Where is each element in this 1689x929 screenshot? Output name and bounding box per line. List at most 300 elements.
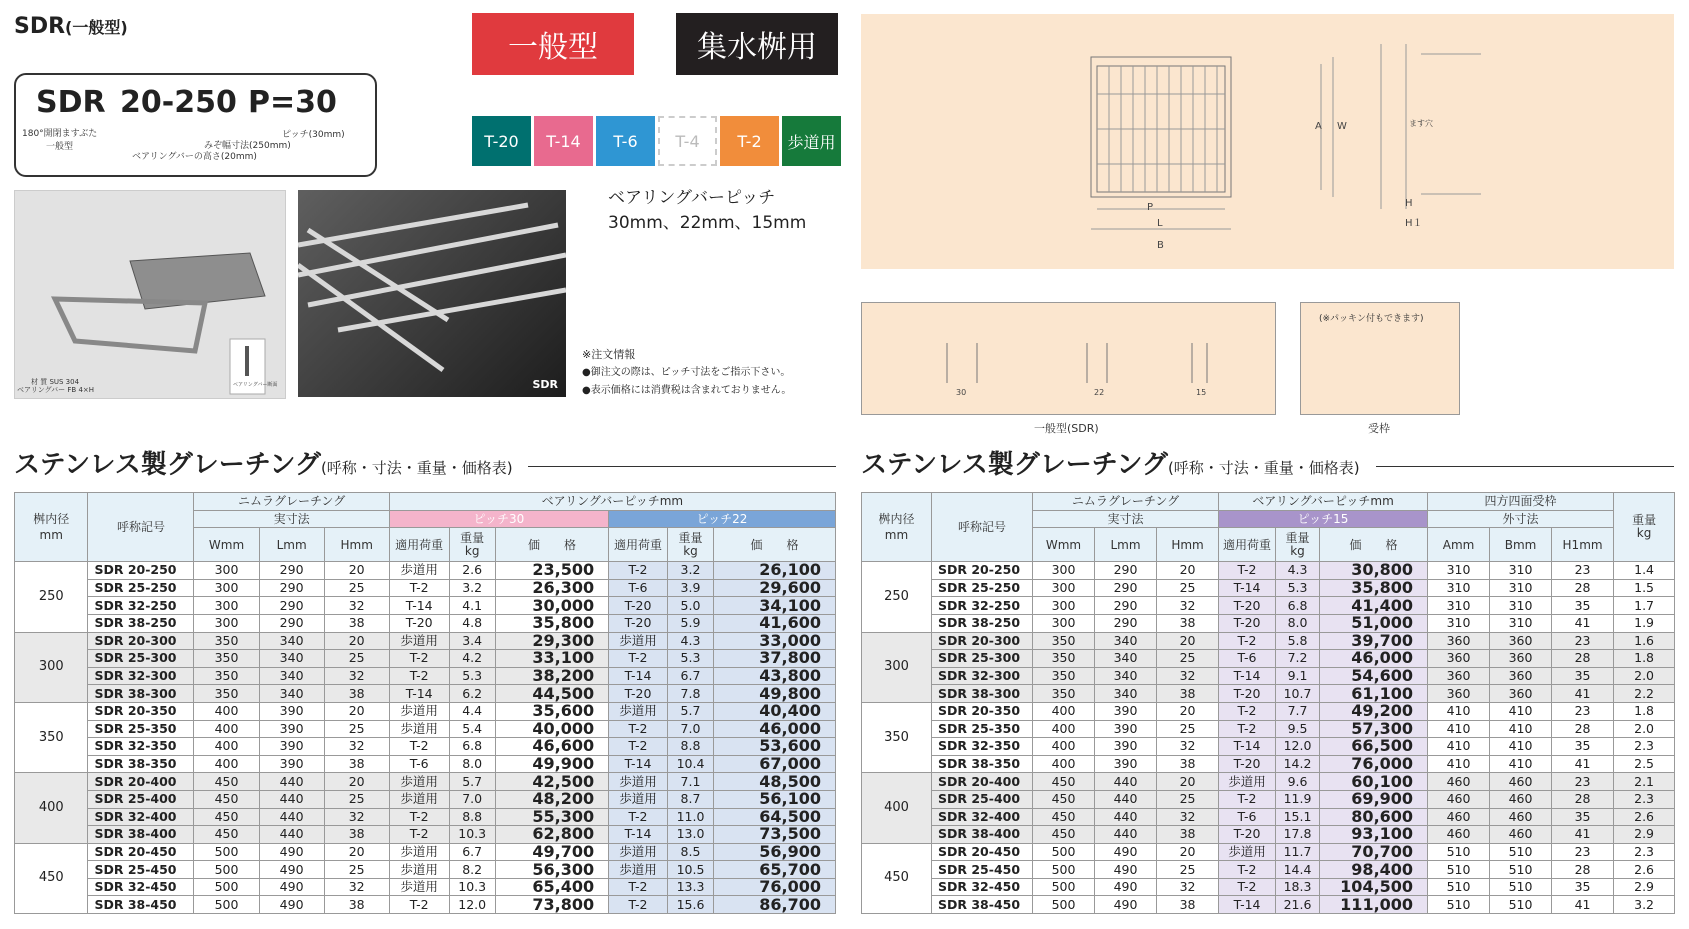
table-cell: 300 [1033, 597, 1095, 615]
table-cell: 20 [1157, 773, 1219, 791]
table-cell: T-2 [1219, 878, 1276, 896]
table-cell: 46,600 [495, 738, 608, 756]
svg-text:15: 15 [1196, 388, 1207, 397]
table-cell: 410 [1428, 702, 1490, 720]
table-cell: 460 [1490, 773, 1552, 791]
table-cell: 4.8 [449, 614, 495, 632]
caption-frame: 受枠 [1368, 422, 1390, 435]
table-cell: 2.0 [1614, 667, 1675, 685]
table-cell: 2.9 [1614, 878, 1675, 896]
table-cell: 500 [194, 843, 259, 861]
caption-general: 一般型(SDR) [1034, 422, 1099, 435]
table-cell: 11.0 [667, 808, 713, 826]
table-cell: T-2 [609, 808, 668, 826]
table-cell: 20 [1157, 843, 1219, 861]
table-cell: 450 [1033, 808, 1095, 826]
table-cell: 14.4 [1276, 861, 1320, 879]
table-cell: 4.3 [667, 632, 713, 650]
table-cell: 20 [1157, 562, 1219, 580]
table-cell: 4.3 [1276, 562, 1320, 580]
table-cell: 14.2 [1276, 755, 1320, 773]
table-cell: T-14 [609, 667, 668, 685]
table-row [15, 878, 836, 896]
table-cell: 35 [1552, 597, 1614, 615]
right-section-title: ステンレス製グレーチング(呼称・寸法・重量・価格表) [861, 450, 1360, 480]
table-cell: SDR 38-450 [932, 896, 1033, 914]
table-cell: 360 [1490, 685, 1552, 703]
table-cell: SDR 25-450 [88, 861, 194, 879]
table-cell: 20 [324, 702, 389, 720]
table-cell: 6.7 [667, 667, 713, 685]
table-cell: SDR 38-300 [932, 685, 1033, 703]
table-row [862, 773, 1675, 791]
table-cell: 450 [1033, 790, 1095, 808]
table-cell: 300 [1033, 579, 1095, 597]
badge-load-t14: T-14 [534, 116, 593, 166]
table-cell: SDR 20-350 [88, 702, 194, 720]
table-cell: 3.2 [1614, 896, 1675, 914]
table-cell: 25 [324, 579, 389, 597]
table-cell: T-14 [1219, 579, 1276, 597]
table-cell: SDR 38-350 [932, 755, 1033, 773]
table-cell: 500 [1033, 896, 1095, 914]
table-cell: 7.2 [1276, 650, 1320, 668]
table-cell: 2.3 [1614, 738, 1675, 756]
table-cell: 350 [1033, 650, 1095, 668]
table-cell: 歩道用 [389, 773, 449, 791]
table-cell: 400 [194, 702, 259, 720]
table-cell: 2.9 [1614, 826, 1675, 844]
table-cell: 38 [324, 826, 389, 844]
table-row [862, 579, 1675, 597]
code-pitch: P=30 [248, 85, 337, 120]
table-cell: 510 [1428, 878, 1490, 896]
table-cell: 35 [1552, 667, 1614, 685]
table-cell: 10.3 [449, 826, 495, 844]
table-cell: 17.8 [1276, 826, 1320, 844]
table-cell: 490 [259, 878, 324, 896]
table-cell: 53,600 [714, 738, 836, 756]
table-cell: T-2 [389, 650, 449, 668]
table-row [15, 685, 836, 703]
table-cell: 290 [1095, 562, 1157, 580]
table-row [862, 755, 1675, 773]
table-cell: 490 [259, 896, 324, 914]
table-cell: 310 [1490, 562, 1552, 580]
table-row [15, 720, 836, 738]
group-size: 300 [15, 632, 88, 702]
table-cell: 38 [1157, 896, 1219, 914]
table-cell: 5.3 [449, 667, 495, 685]
table-cell: 4.2 [449, 650, 495, 668]
table-row [862, 614, 1675, 632]
table-cell: 6.7 [449, 843, 495, 861]
table-row [862, 738, 1675, 756]
table-cell: 80,600 [1320, 808, 1428, 826]
table-row [15, 632, 836, 650]
table-row [862, 650, 1675, 668]
table-cell: 290 [1095, 579, 1157, 597]
svg-text:H１: H１ [1405, 218, 1423, 229]
group-size: 400 [862, 773, 932, 843]
pitch-detail-drawing [862, 303, 1275, 414]
table-cell: 25 [324, 861, 389, 879]
table-cell: 111,000 [1320, 896, 1428, 914]
table-cell: 3.2 [667, 562, 713, 580]
table-cell: 20 [324, 843, 389, 861]
table-cell: SDR 38-250 [88, 614, 194, 632]
table-cell: 9.5 [1276, 720, 1320, 738]
table-cell: 歩道用 [1219, 843, 1276, 861]
table-cell: 25 [324, 790, 389, 808]
table-cell: 48,200 [495, 790, 608, 808]
table-row [15, 896, 836, 914]
table-cell: 390 [259, 738, 324, 756]
svg-text:H: H [1405, 198, 1413, 209]
table-row [15, 738, 836, 756]
table-cell: T-14 [389, 685, 449, 703]
badge-load-t2: T-2 [720, 116, 779, 166]
table-cell: 54,600 [1320, 667, 1428, 685]
table-cell: 35 [1552, 878, 1614, 896]
table-cell: 8.2 [449, 861, 495, 879]
table-cell: 2.3 [1614, 843, 1675, 861]
table-cell: 10.3 [449, 878, 495, 896]
table-cell: T-6 [1219, 808, 1276, 826]
table-cell: 410 [1428, 738, 1490, 756]
table-cell: SDR 32-450 [932, 878, 1033, 896]
table-cell: 41,600 [714, 614, 836, 632]
table-cell: SDR 32-450 [88, 878, 194, 896]
table-cell: 歩道用 [389, 632, 449, 650]
table-cell: 1.6 [1614, 632, 1675, 650]
table-cell: 歩道用 [389, 843, 449, 861]
code-bar: 20-250 [120, 85, 237, 120]
table-cell: SDR 25-300 [932, 650, 1033, 668]
table-cell: T-2 [609, 738, 668, 756]
table-cell: 400 [1033, 720, 1095, 738]
table-cell: 300 [1033, 614, 1095, 632]
table-cell: 310 [1428, 562, 1490, 580]
table-cell: T-2 [389, 808, 449, 826]
grating-drawing [861, 14, 1674, 269]
table-cell: 440 [1095, 773, 1157, 791]
table-cell: 340 [259, 650, 324, 668]
table-cell: 390 [1095, 738, 1157, 756]
table-cell: 350 [1033, 667, 1095, 685]
table-cell: 440 [1095, 790, 1157, 808]
table-cell: 3.9 [667, 579, 713, 597]
table-cell: 13.3 [667, 878, 713, 896]
badge-catch-basin: 集水桝用 [676, 13, 838, 75]
table-cell: 46,000 [1320, 650, 1428, 668]
table-row [862, 720, 1675, 738]
table-cell: T-14 [609, 755, 668, 773]
table-cell: T-14 [1219, 738, 1276, 756]
table-cell: 350 [194, 667, 259, 685]
badge-load-t4: T-4 [658, 116, 717, 166]
code-note: ピッチ(30mm) [282, 130, 345, 140]
badge-general: 一般型 [472, 13, 634, 75]
table-cell: 8.0 [449, 755, 495, 773]
table-cell: 510 [1428, 896, 1490, 914]
table-row [15, 790, 836, 808]
table-cell: 70,700 [1320, 843, 1428, 861]
table-cell: 66,500 [1320, 738, 1428, 756]
group-size: 350 [15, 702, 88, 772]
table-cell: 500 [194, 878, 259, 896]
table-cell: 1.5 [1614, 579, 1675, 597]
table-cell: 390 [259, 702, 324, 720]
table-cell: T-20 [609, 685, 668, 703]
table-cell: 25 [1157, 790, 1219, 808]
table-cell: 7.8 [667, 685, 713, 703]
table-cell: 7.0 [449, 790, 495, 808]
order-notes: ※注文情報 ●御注文の際は、ピッチ寸法をご指示下さい。 ●表示価格には消費税は含まれておりません。 [582, 348, 792, 396]
table-cell: 73,800 [495, 896, 608, 914]
table-cell: 440 [259, 790, 324, 808]
table-cell: 350 [1033, 632, 1095, 650]
table-row [15, 562, 836, 580]
table-cell: SDR 38-450 [88, 896, 194, 914]
table-cell: 400 [194, 720, 259, 738]
table-cell: 310 [1490, 579, 1552, 597]
table-cell: 2.6 [1614, 861, 1675, 879]
table-cell: 290 [1095, 597, 1157, 615]
table-cell: SDR 20-400 [932, 773, 1033, 791]
table-cell: 歩道用 [609, 773, 668, 791]
table-cell: 310 [1428, 614, 1490, 632]
table-cell: 38 [1157, 826, 1219, 844]
table-cell: 23 [1552, 562, 1614, 580]
table-cell: 400 [1033, 755, 1095, 773]
table-cell: 56,300 [495, 861, 608, 879]
table-cell: SDR 32-300 [932, 667, 1033, 685]
table-cell: SDR 32-300 [88, 667, 194, 685]
table-cell: 9.1 [1276, 667, 1320, 685]
table-cell: 2.6 [449, 562, 495, 580]
table-cell: 310 [1490, 614, 1552, 632]
table-cell: 28 [1552, 579, 1614, 597]
table-cell: T-2 [609, 562, 668, 580]
table-cell: T-20 [609, 614, 668, 632]
table-cell: 350 [194, 685, 259, 703]
table-cell: 300 [194, 579, 259, 597]
table-cell: SDR 25-350 [932, 720, 1033, 738]
table-cell: T-2 [1219, 632, 1276, 650]
table-cell: 40,000 [495, 720, 608, 738]
page-title: SDR(一般型) [14, 14, 128, 39]
code-note: 一般型 [46, 142, 74, 152]
table-cell: 48,500 [714, 773, 836, 791]
table-cell: T-14 [389, 597, 449, 615]
table-cell: 500 [194, 861, 259, 879]
badge-load-t6: T-6 [596, 116, 655, 166]
table-cell: 400 [1033, 738, 1095, 756]
table-cell: 360 [1490, 667, 1552, 685]
table-cell: 5.3 [1276, 579, 1320, 597]
table-cell: SDR 32-400 [88, 808, 194, 826]
table-cell: 歩道用 [1219, 773, 1276, 791]
table-cell: 400 [194, 755, 259, 773]
table-cell: 350 [194, 650, 259, 668]
table-cell: 510 [1428, 861, 1490, 879]
table-cell: 歩道用 [609, 843, 668, 861]
photo-label: SDR [532, 378, 558, 391]
table-cell: 86,700 [714, 896, 836, 914]
table-row [15, 579, 836, 597]
table-cell: 8.7 [667, 790, 713, 808]
table-cell: 490 [1095, 878, 1157, 896]
table-cell: 440 [259, 826, 324, 844]
table-cell: 35,600 [495, 702, 608, 720]
table-cell: T-20 [1219, 597, 1276, 615]
table-cell: SDR 25-250 [88, 579, 194, 597]
table-cell: 4.1 [449, 597, 495, 615]
table-cell: T-14 [1219, 896, 1276, 914]
table-cell: SDR 38-400 [932, 826, 1033, 844]
table-cell: 290 [259, 597, 324, 615]
table-cell: 450 [194, 808, 259, 826]
table-cell: 40,400 [714, 702, 836, 720]
table-cell: 65,700 [714, 861, 836, 879]
table-cell: 500 [194, 896, 259, 914]
table-cell: 300 [194, 562, 259, 580]
table-cell: 23 [1552, 632, 1614, 650]
table-cell: 310 [1428, 597, 1490, 615]
table-cell: 510 [1490, 878, 1552, 896]
table-cell: 76,000 [1320, 755, 1428, 773]
table-cell: 57,300 [1320, 720, 1428, 738]
table-cell: 490 [259, 843, 324, 861]
group-size: 350 [862, 702, 932, 772]
frame-detail: (※パッキン付もできます) [1300, 302, 1460, 415]
table-cell: 33,000 [714, 632, 836, 650]
table-cell: 510 [1490, 843, 1552, 861]
table-cell: 390 [1095, 702, 1157, 720]
table-cell: 歩道用 [389, 562, 449, 580]
table-cell: 2.6 [1614, 808, 1675, 826]
table-cell: 20 [1157, 632, 1219, 650]
table-cell: T-2 [609, 650, 668, 668]
table-cell: 2.1 [1614, 773, 1675, 791]
table-cell: 23 [1552, 843, 1614, 861]
table-cell: SDR 25-250 [932, 579, 1033, 597]
table-cell: 25 [324, 720, 389, 738]
code-breakdown [14, 73, 377, 177]
table-cell: 41 [1552, 755, 1614, 773]
left-section-rule [528, 466, 836, 467]
table-cell: 歩道用 [609, 790, 668, 808]
table-cell: 6.2 [449, 685, 495, 703]
table-cell: 8.8 [449, 808, 495, 826]
closeup-photo [298, 190, 566, 397]
table-cell: 18.3 [1276, 878, 1320, 896]
table-row [15, 808, 836, 826]
table-cell: 15.1 [1276, 808, 1320, 826]
table-cell: 44,500 [495, 685, 608, 703]
table-cell: 290 [259, 579, 324, 597]
table-cell: 500 [1033, 878, 1095, 896]
table-cell: 歩道用 [389, 790, 449, 808]
table-cell: 500 [1033, 843, 1095, 861]
table-row [15, 667, 836, 685]
table-cell: 5.7 [449, 773, 495, 791]
table-cell: T-20 [389, 614, 449, 632]
table-cell: 360 [1490, 650, 1552, 668]
table-cell: 歩道用 [389, 720, 449, 738]
badge-load-t20: T-20 [472, 116, 531, 166]
table-cell: 41 [1552, 896, 1614, 914]
table-cell: 310 [1490, 597, 1552, 615]
table-cell: 98,400 [1320, 861, 1428, 879]
table-cell: 28 [1552, 790, 1614, 808]
table-cell: 32 [1157, 597, 1219, 615]
table-cell: 390 [259, 720, 324, 738]
code-note: ベアリングバーの高さ(20mm) [132, 152, 257, 162]
table-cell: 34,100 [714, 597, 836, 615]
table-cell: 64,500 [714, 808, 836, 826]
table-cell: 7.0 [667, 720, 713, 738]
dimension-diagram [861, 14, 1674, 269]
table-row [862, 861, 1675, 879]
table-cell: SDR 32-400 [932, 808, 1033, 826]
table-cell: 6.8 [449, 738, 495, 756]
table-cell: 60,100 [1320, 773, 1428, 791]
table-cell: 歩道用 [609, 702, 668, 720]
table-cell: 360 [1428, 650, 1490, 668]
svg-text:ます穴: ます穴 [1409, 119, 1433, 128]
table-cell: 104,500 [1320, 878, 1428, 896]
table-cell: 69,900 [1320, 790, 1428, 808]
table-cell: T-2 [389, 896, 449, 914]
table-cell: 10.5 [667, 861, 713, 879]
table-row [15, 755, 836, 773]
svg-text:W: W [1337, 121, 1347, 132]
table-cell: 41,400 [1320, 597, 1428, 615]
table-cell: 460 [1428, 826, 1490, 844]
table-row [15, 861, 836, 879]
table-cell: SDR 38-250 [932, 614, 1033, 632]
table-cell: 300 [194, 614, 259, 632]
table-cell: 30,800 [1320, 562, 1428, 580]
table-cell: 340 [1095, 667, 1157, 685]
table-cell: SDR 20-250 [88, 562, 194, 580]
table-cell: 360 [1428, 632, 1490, 650]
table-cell: 12.0 [1276, 738, 1320, 756]
table-cell: 35 [1552, 808, 1614, 826]
table-cell: 49,800 [714, 685, 836, 703]
table-cell: 410 [1490, 720, 1552, 738]
table-cell: 歩道用 [609, 632, 668, 650]
table-cell: SDR 38-350 [88, 755, 194, 773]
table-cell: 290 [259, 614, 324, 632]
table-cell: 5.8 [1276, 632, 1320, 650]
table-cell: 340 [1095, 685, 1157, 703]
table-row [15, 773, 836, 791]
table-cell: 390 [1095, 755, 1157, 773]
table-cell: 5.4 [449, 720, 495, 738]
table-cell: 5.7 [667, 702, 713, 720]
table-cell: 510 [1490, 896, 1552, 914]
table-cell: T-2 [389, 667, 449, 685]
table-cell: SDR 20-300 [88, 632, 194, 650]
table-cell: 7.1 [667, 773, 713, 791]
table-row [862, 790, 1675, 808]
table-cell: 26,100 [714, 562, 836, 580]
table-cell: T-14 [609, 826, 668, 844]
table-cell: 5.0 [667, 597, 713, 615]
